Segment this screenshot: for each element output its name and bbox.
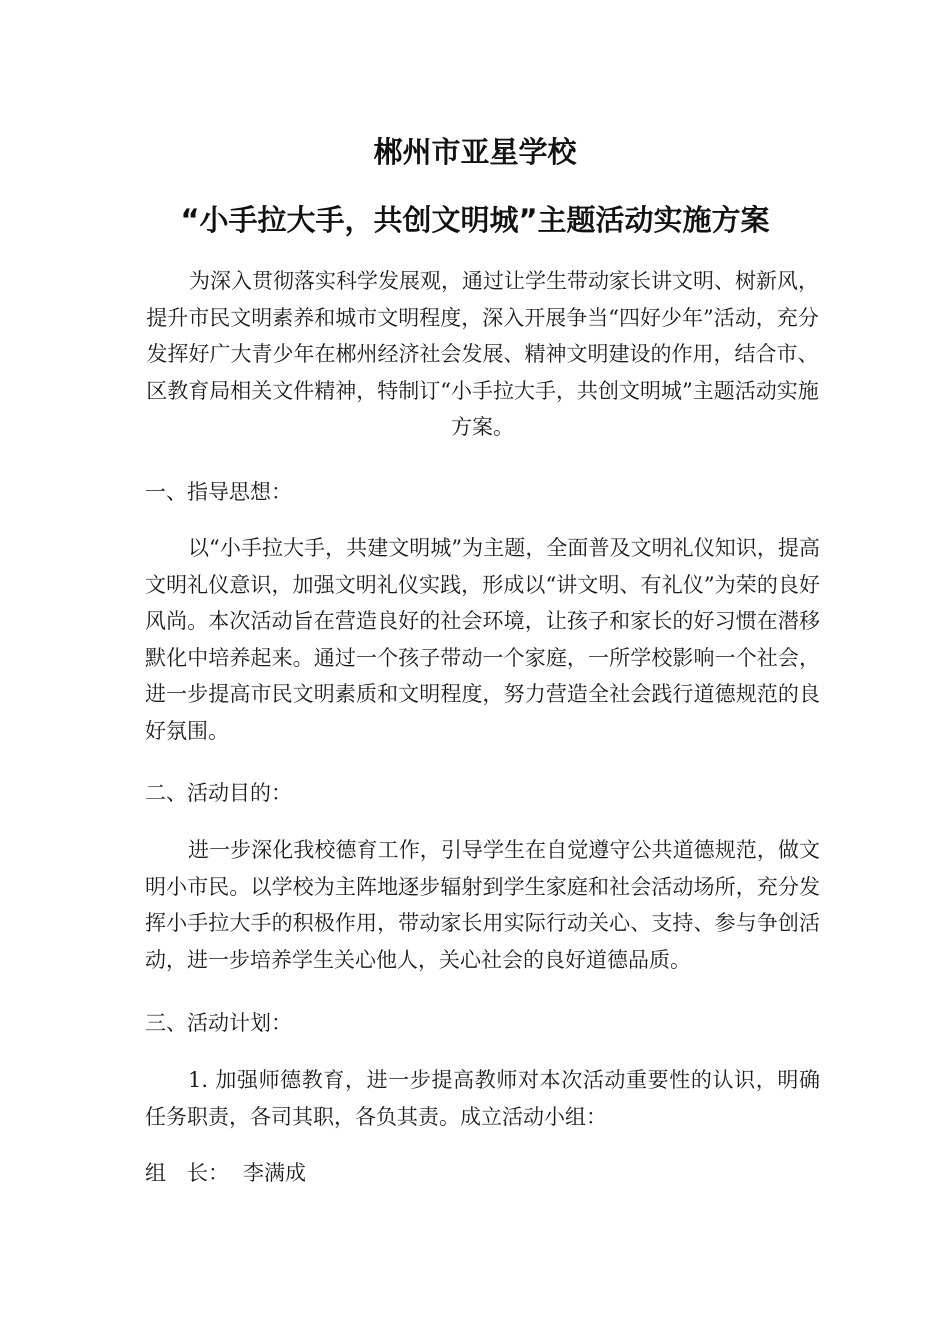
section-heading-guiding-ideology: 一、指导思想： xyxy=(145,480,292,504)
section-body-activity-plan: 1. 加强师德教育，进一步提高教师对本次活动重要性的认识，明确任务职责，各司其职，各负其责。成立活动小组： xyxy=(145,1068,820,1129)
school-title: 郴州市亚星学校 xyxy=(373,135,577,169)
plan-title: “小手拉大手，共创文明城”主题活动实施方案 xyxy=(180,203,770,237)
section-body-guiding-ideology: 以“小手拉大手，共建文明城”为主题，全面普及文明礼仪知识，提高文明礼仪意识，加强文明礼仪实践，形成以“讲文明、有礼仪”为荣的良好风尚。本次活动旨在营造良好的社会环境，让孩子和家长的好习惯在潜移默化中培养起来。通过一个孩子带动一个家庭，一所学校影响一个社会，进一步提高市民文明素质和文明程度，努力营造全社会践行道德规范的良好氛围。 xyxy=(145,536,820,743)
section-heading-activity-purpose: 二、活动目的： xyxy=(145,781,292,805)
section-heading-activity-plan: 三、活动计划： xyxy=(145,1011,292,1035)
group-leader-line xyxy=(145,1155,820,1192)
intro-paragraph: 为深入贯彻落实科学发展观，通过让学生带动家长讲文明、树新风，提升市民文明素养和城市文明程度，深入开展争当“四好少年”活动，充分发挥好广大青少年在郴州经济社会发展、精神文明建设的作用，结合市、区教育局相关文件精神，特制订“小手拉大手，共创文明城”主题活动实施方案。 xyxy=(146,269,819,439)
section-body-activity-purpose: 进一步深化我校德育工作，引导学生在自觉遵守公共道德规范，做文明小市民。以学校为主阵地逐步辐射到学生家庭和社会活动场所，充分发挥小手拉大手的积极作用，带动家长用实际行动关心、支持、参与争创活动，进一步培养学生关心他人，关心社会的良好道德品质。 xyxy=(145,838,820,972)
group-leader-label: 组 长： xyxy=(145,1161,229,1185)
group-leader-name: 李满成 xyxy=(243,1161,306,1185)
